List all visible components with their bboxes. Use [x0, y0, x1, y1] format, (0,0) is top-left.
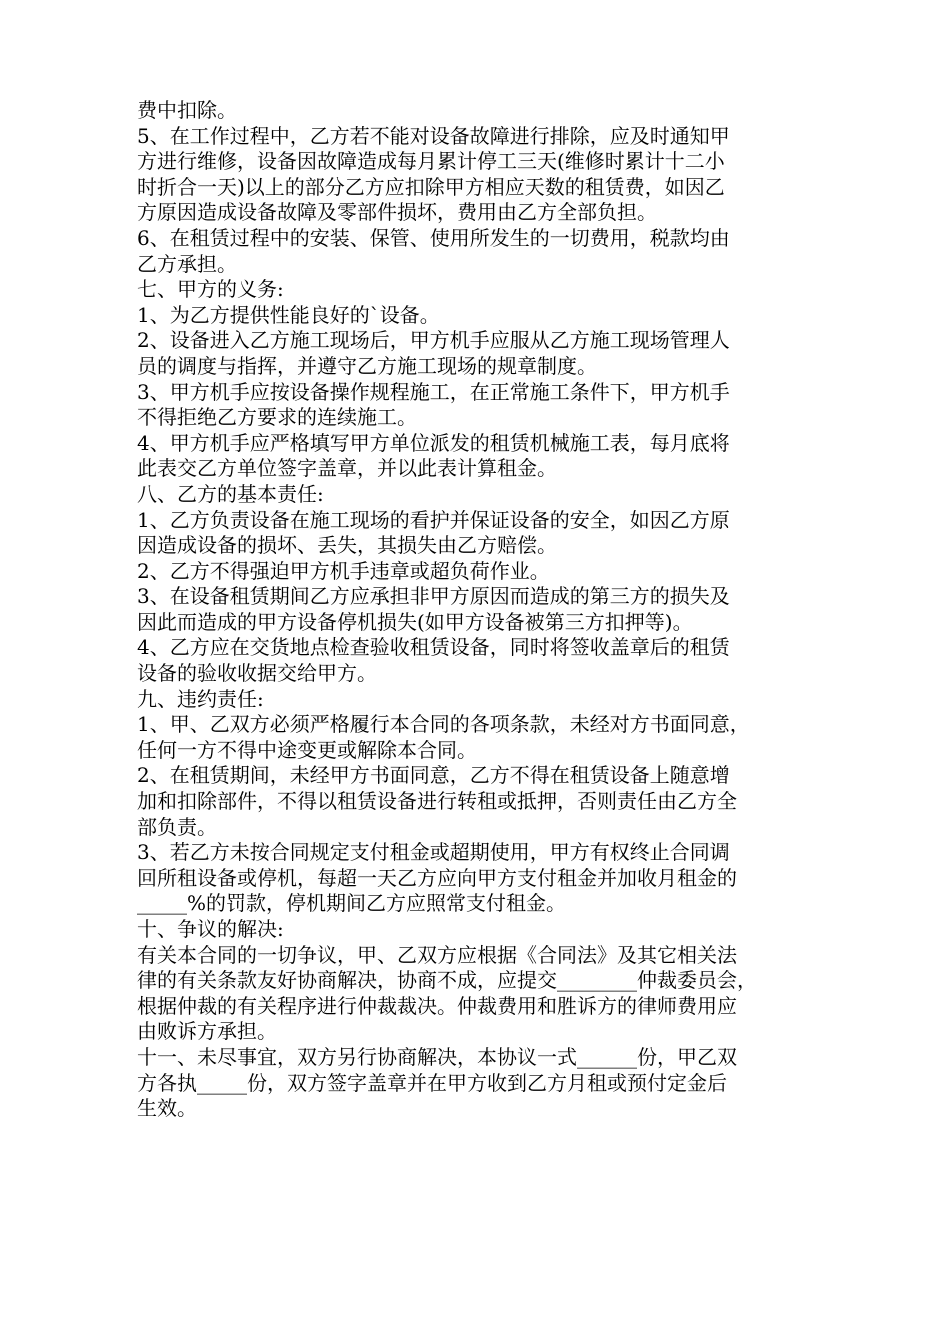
section-heading: 七、甲方的义务: — [137, 277, 284, 302]
text-line: 因造成设备的损坏、丢失，其损失由乙方赔偿。 — [137, 533, 557, 558]
text-line: 因此而造成的甲方设备停机损失(如甲方设备被第三方扣押等)。 — [137, 609, 693, 634]
text-line: 乙方承担。 — [137, 251, 237, 276]
text-line: 根据仲裁的有关程序进行仲裁裁决。仲裁费用和胜诉方的律师费用应 — [137, 993, 737, 1018]
text-line: 员的调度与指挥，并遵守乙方施工现场的规章制度。 — [137, 353, 597, 378]
text-line: 方进行维修，设备因故障造成每月累计停工三天(维修时累计十二小 — [137, 149, 725, 174]
text-line: 任何一方不得中途变更或解除本合同。 — [137, 737, 477, 762]
text-line: 1、甲、乙双方必须严格履行本合同的各项条款，未经对方书面同意， — [137, 712, 750, 737]
text-line: 2、设备进入乙方施工现场后，甲方机手应服从乙方施工现场管理人 — [137, 328, 730, 353]
text-line: 3、甲方机手应按设备操作规程施工，在正常施工条件下，甲方机手 — [137, 379, 730, 404]
section-heading: 八、乙方的基本责任: — [137, 481, 324, 506]
text-line: 十一、未尽事宜，双方另行协商解决，本协议一式______份，甲乙双 — [137, 1044, 737, 1069]
text-line: 费中扣除。 — [137, 98, 237, 122]
text-line: 部负责。 — [137, 814, 217, 839]
text-line: 方各执_____份，双方签字盖章并在甲方收到乙方月租或预付定金后 — [137, 1070, 727, 1095]
text-line: 5、在工作过程中，乙方若不能对设备故障进行排除，应及时通知甲 — [137, 123, 730, 148]
text-line: 1、为乙方提供性能良好的`设备。 — [137, 302, 440, 327]
text-line: 律的有关条款友好协商解决，协商不成，应提交________仲裁委员会， — [137, 968, 757, 993]
text-line: 有关本合同的一切争议，甲、乙双方应根据《合同法》及其它相关法 — [137, 942, 737, 967]
text-line: 4、甲方机手应严格填写甲方单位派发的租赁机械施工表，每月底将 — [137, 430, 730, 455]
text-line: 3、在设备租赁期间乙方应承担非甲方原因而造成的第三方的损失及 — [137, 584, 730, 609]
text-line: 4、乙方应在交货地点检查验收租赁设备，同时将签收盖章后的租赁 — [137, 635, 730, 660]
section-heading: 十、争议的解决: — [137, 917, 284, 941]
section-heading: 九、违约责任: — [137, 686, 264, 711]
text-line: 设备的验收收据交给甲方。 — [137, 661, 377, 686]
text-line: 不得拒绝乙方要求的连续施工。 — [137, 405, 417, 430]
text-line: 2、乙方不得强迫甲方机手违章或超负荷作业。 — [137, 558, 550, 583]
text-line: 此表交乙方单位签字盖章，并以此表计算租金。 — [137, 456, 557, 481]
text-line: 由败诉方承担。 — [137, 1019, 277, 1044]
text-line: _____%的罚款，停机期间乙方应照常支付租金。 — [137, 891, 567, 916]
text-line: 3、若乙方未按合同规定支付租金或超期使用，甲方有权终止合同调 — [137, 840, 730, 865]
text-line: 方原因造成设备故障及零部件损坏，费用由乙方全部负担。 — [137, 200, 657, 225]
text-line: 6、在租赁过程中的安装、保管、使用所发生的一切费用，税款均由 — [137, 225, 730, 250]
text-line: 1、乙方负责设备在施工现场的看护并保证设备的安全，如因乙方原 — [137, 507, 730, 532]
text-line: 回所租设备或停机，每超一天乙方应向甲方支付租金并加收月租金的 — [137, 865, 737, 890]
text-line: 时折合一天)以上的部分乙方应扣除甲方相应天数的租赁费，如因乙 — [137, 174, 725, 199]
text-line: 加和扣除部件，不得以租赁设备进行转租或抵押，否则责任由乙方全 — [137, 789, 737, 814]
text-line: 生效。 — [137, 1096, 197, 1121]
contract-page-body — [137, 98, 827, 1122]
text-line: 2、在租赁期间，未经甲方书面同意，乙方不得在租赁设备上随意增 — [137, 763, 730, 788]
